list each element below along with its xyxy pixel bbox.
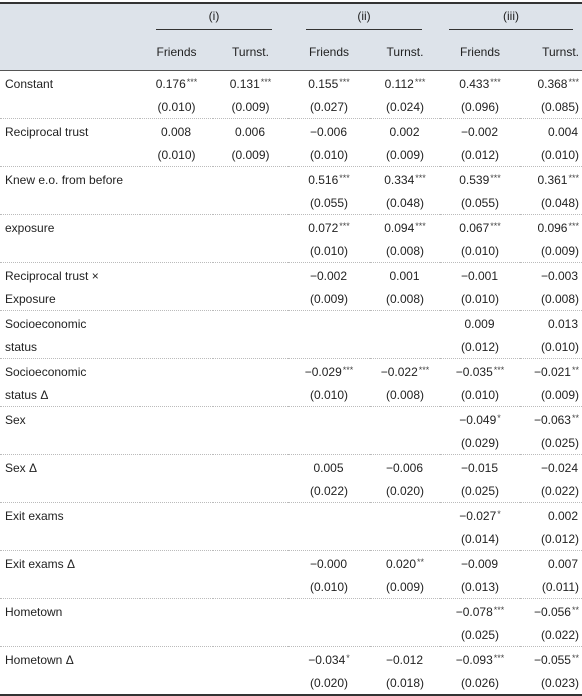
header-corner [0,3,140,34]
coefficient-cell [213,359,288,384]
standard-error-cell [213,191,288,215]
table-row-se [0,575,582,599]
standard-error-cell: (0.020) [370,479,440,503]
standard-error-cell: (0.010) [520,335,582,359]
table-row [0,215,582,240]
row-label-continued [0,239,140,263]
row-label-continued: status Δ [0,383,140,407]
standard-error-cell: (0.008) [370,383,440,407]
coefficient-value: −0.024 [540,460,578,475]
table-row [0,599,582,624]
coefficient-value: 0.067 [459,220,490,235]
group-header-ii: (ii) [288,3,440,34]
coefficient-value: 0.155 [308,76,339,91]
table-row-se [0,623,582,647]
coefficient-cell [520,551,582,576]
standard-error-cell [140,239,213,263]
coefficient-cell [288,599,370,624]
standard-error-cell: (0.008) [370,239,440,263]
significance-stars: *** [414,76,426,87]
row-label: Socioeconomic [5,316,87,331]
standard-error-cell: (0.009) [288,287,370,311]
standard-error-cell: (0.022) [520,479,582,503]
standard-error-cell [213,479,288,503]
coefficient-cell [213,263,288,288]
standard-error-cell: (0.010) [140,95,213,119]
coefficient-cell [440,503,520,528]
standard-error-cell: (0.009) [520,383,582,407]
standard-error-cell: (0.096) [440,95,520,119]
standard-error-cell: (0.012) [440,143,520,167]
standard-error-cell: (0.025) [520,431,582,455]
coefficient-cell [213,71,288,96]
coefficient-cell [288,455,370,480]
group-header-i: (i) [140,3,288,34]
table-row-se [0,479,582,503]
significance-stars: *** [568,76,579,87]
standard-error-cell [140,671,213,695]
row-label: Constant [5,76,54,91]
coefficient-value: 0.002 [389,124,420,139]
standard-error-cell: (0.048) [520,191,582,215]
row-label: Sex Δ [5,460,38,475]
coefficient-cell [288,503,370,528]
significance-stars: *** [339,172,350,183]
standard-error-cell [288,431,370,455]
table-header [0,3,582,71]
table-row [0,503,582,528]
standard-error-cell: (0.010) [440,287,520,311]
coefficient-cell [140,167,213,192]
coefficient-cell [370,311,440,336]
coefficient-cell [520,599,582,624]
coefficient-cell [440,215,520,240]
standard-error-cell: (0.012) [440,335,520,359]
standard-error-cell [140,527,213,551]
coefficient-cell [370,599,440,624]
standard-error-cell: (0.010) [440,239,520,263]
coefficient-cell [370,167,440,192]
coefficient-cell [288,647,370,672]
coefficient-value: 0.001 [389,268,420,283]
coefficient-value: 0.176 [155,76,186,91]
standard-error-cell: (0.010) [520,143,582,167]
standard-error-cell [288,623,370,647]
significance-stars: *** [342,364,354,375]
coefficient-value: 0.020 [385,556,416,571]
coefficient-cell [288,215,370,240]
coefficient-cell [370,71,440,96]
coefficient-value: −0.002 [460,124,499,139]
coefficient-cell [288,359,370,384]
significance-stars: * [346,652,350,663]
row-label-continued [0,143,140,167]
standard-error-cell [140,191,213,215]
coefficient-cell [440,71,520,96]
significance-stars: *** [260,76,272,87]
standard-error-cell: (0.010) [140,143,213,167]
significance-stars: *** [568,220,579,231]
standard-error-cell [288,335,370,359]
coefficient-value: −0.027 [459,508,497,523]
coefficient-cell [213,599,288,624]
coefficient-cell [213,119,288,144]
standard-error-cell [213,671,288,695]
coefficient-cell [288,551,370,576]
group-header-iii: (iii) [440,3,582,34]
significance-stars: ** [571,364,579,375]
standard-error-cell: (0.010) [288,575,370,599]
standard-error-cell: (0.029) [440,431,520,455]
table-row-se [0,95,582,119]
significance-stars: *** [418,364,430,375]
significance-stars: ** [571,604,579,615]
significance-stars: *** [493,364,505,375]
standard-error-cell: (0.025) [440,623,520,647]
coefficient-value: 0.013 [547,316,578,331]
coefficient-cell [288,407,370,432]
coefficient-cell [520,119,582,144]
standard-error-cell [140,335,213,359]
coefficient-value: 0.072 [308,220,339,235]
coefficient-cell [520,503,582,528]
standard-error-cell [140,623,213,647]
coefficient-cell [140,71,213,96]
coefficient-value: 0.006 [234,124,266,139]
coefficient-cell [370,119,440,144]
table-row-se [0,191,582,215]
standard-error-cell: (0.008) [520,287,582,311]
coefficient-cell [140,119,213,144]
coefficient-cell [370,503,440,528]
standard-error-cell: (0.009) [213,143,288,167]
significance-stars: * [497,508,501,519]
standard-error-cell [213,383,288,407]
column-header: Turnst. [520,34,582,71]
standard-error-cell: (0.055) [288,191,370,215]
coefficient-value: −0.078 [455,604,493,619]
coefficient-cell [440,119,520,144]
row-label: exposure [5,220,55,235]
standard-error-cell: (0.027) [288,95,370,119]
coefficient-value: −0.029 [304,364,342,379]
coefficient-cell [213,455,288,480]
coefficient-cell [213,503,288,528]
coefficient-cell [440,167,520,192]
coefficient-cell [440,599,520,624]
coefficient-cell [520,359,582,384]
standard-error-cell: (0.012) [520,527,582,551]
coefficient-cell [440,551,520,576]
coefficient-value: −0.034 [308,652,346,667]
table-row-se [0,239,582,263]
coefficient-cell [288,167,370,192]
standard-error-cell: (0.085) [520,95,582,119]
standard-error-cell: (0.010) [288,143,370,167]
standard-error-cell: (0.014) [440,527,520,551]
coefficient-value: −0.015 [460,460,499,475]
table-body [0,71,582,696]
table-row [0,71,582,96]
coefficient-cell [440,647,520,672]
row-label: Exit exams [5,508,64,523]
significance-stars: *** [186,76,198,87]
column-header: Friends [440,34,520,71]
coefficient-value: −0.049 [459,412,497,427]
standard-error-cell: (0.023) [520,671,582,695]
row-label: Hometown [5,604,63,619]
standard-error-cell: (0.010) [288,239,370,263]
table-row [0,167,582,192]
coefficient-cell [370,359,440,384]
row-label-continued [0,191,140,215]
coefficient-cell [440,455,520,480]
coefficient-cell [370,215,440,240]
coefficient-cell [140,503,213,528]
standard-error-cell [370,431,440,455]
standard-error-cell [213,287,288,311]
coefficient-value: 0.004 [547,124,578,139]
row-label: Reciprocal trust × [5,268,99,283]
coefficient-value: 0.131 [229,76,260,91]
table-row [0,455,582,480]
significance-stars: ** [417,556,425,567]
coefficient-value: −0.055 [533,652,571,667]
standard-error-cell: (0.055) [440,191,520,215]
column-header: Turnst. [213,34,288,71]
standard-error-cell [140,479,213,503]
standard-error-cell: (0.010) [288,383,370,407]
row-label-continued [0,623,140,647]
coefficient-value: 0.361 [537,172,568,187]
coefficient-cell [520,311,582,336]
coefficient-value: 0.009 [464,316,495,331]
table-row [0,119,582,144]
coefficient-value: −0.003 [540,268,578,283]
row-label-continued [0,671,140,695]
coefficient-cell [140,359,213,384]
coefficient-value: −0.021 [533,364,571,379]
row-label: Knew e.o. from before [5,172,124,187]
table-row-se [0,143,582,167]
standard-error-cell: (0.025) [440,479,520,503]
coefficient-cell [288,71,370,96]
coefficient-cell [440,311,520,336]
column-header: Friends [140,34,213,71]
coefficient-cell [288,119,370,144]
table-row [0,311,582,336]
significance-stars: *** [339,76,350,87]
table-row-se [0,431,582,455]
significance-stars: *** [339,220,350,231]
significance-stars: *** [490,172,501,183]
column-header: Turnst. [370,34,440,71]
table-row-se [0,335,582,359]
coefficient-cell [520,455,582,480]
regression-table [0,2,582,696]
standard-error-cell: (0.048) [370,191,440,215]
coefficient-cell [213,647,288,672]
coefficient-cell [440,263,520,288]
coefficient-cell [520,647,582,672]
coefficient-value: −0.063 [533,412,571,427]
row-label-continued: Exposure [0,287,140,311]
coefficient-value: −0.001 [460,268,499,283]
coefficient-value: 0.096 [537,220,568,235]
coefficient-cell [140,455,213,480]
coefficient-value: −0.006 [385,460,424,475]
coefficient-cell [140,599,213,624]
coefficient-value: 0.334 [384,172,415,187]
standard-error-cell: (0.009) [370,575,440,599]
coefficient-cell [140,551,213,576]
coefficient-cell [370,455,440,480]
coefficient-cell [140,647,213,672]
standard-error-cell: (0.009) [520,239,582,263]
table-row [0,263,582,288]
row-label-continued [0,479,140,503]
row-label-continued [0,431,140,455]
row-label: Socioeconomic [5,364,87,379]
standard-error-cell: (0.008) [370,287,440,311]
table-row [0,407,582,432]
table-row-se [0,527,582,551]
coefficient-value: 0.008 [160,124,192,139]
standard-error-cell [370,623,440,647]
standard-error-cell: (0.026) [440,671,520,695]
coefficient-value: −0.002 [309,268,348,283]
significance-stars: *** [568,172,579,183]
significance-stars: * [497,412,501,423]
standard-error-cell: (0.020) [288,671,370,695]
significance-stars: *** [493,652,505,663]
significance-stars: ** [571,412,579,423]
standard-error-cell: (0.018) [370,671,440,695]
table-row [0,647,582,672]
coefficient-cell [213,407,288,432]
coefficient-value: −0.093 [455,652,493,667]
coefficient-value: 0.368 [537,76,568,91]
row-label: Hometown Δ [5,652,74,667]
coefficient-cell [520,407,582,432]
standard-error-cell [213,527,288,551]
standard-error-cell [288,527,370,551]
table-row-se [0,671,582,695]
coefficient-cell [288,263,370,288]
coefficient-cell [140,263,213,288]
coefficient-value: 0.112 [384,76,414,91]
coefficient-cell [520,263,582,288]
coefficient-cell [213,551,288,576]
significance-stars: *** [490,76,501,87]
row-label-continued [0,527,140,551]
standard-error-cell [370,335,440,359]
coefficient-value: −0.022 [380,364,418,379]
coefficient-value: −0.000 [309,556,348,571]
coefficient-cell [288,311,370,336]
coefficient-cell [440,407,520,432]
coefficient-cell [440,359,520,384]
standard-error-cell: (0.010) [440,383,520,407]
standard-error-cell [213,239,288,263]
standard-error-cell: (0.009) [370,143,440,167]
standard-error-cell [140,287,213,311]
coefficient-value: 0.007 [547,556,578,571]
coefficient-value: −0.012 [385,652,424,667]
coefficient-cell [370,551,440,576]
coefficient-value: −0.006 [309,124,348,139]
standard-error-cell [370,527,440,551]
standard-error-cell: (0.009) [213,95,288,119]
standard-error-cell: (0.011) [520,575,582,599]
row-label-continued: status [0,335,140,359]
coefficient-value: 0.002 [547,508,578,523]
significance-stars: *** [415,220,426,231]
standard-error-cell: (0.024) [370,95,440,119]
row-label-continued [0,95,140,119]
standard-error-cell [213,623,288,647]
standard-error-cell: (0.022) [520,623,582,647]
standard-error-cell [140,383,213,407]
coefficient-value: −0.056 [533,604,571,619]
significance-stars: *** [493,604,505,615]
significance-stars: ** [571,652,579,663]
coefficient-cell [520,167,582,192]
table-row-se [0,383,582,407]
standard-error-cell [140,431,213,455]
coefficient-cell [370,263,440,288]
significance-stars: *** [415,172,426,183]
significance-stars: *** [490,220,501,231]
row-label: Reciprocal trust [5,124,89,139]
table-row-se [0,287,582,311]
coefficient-value: 0.433 [459,76,490,91]
coefficient-cell [213,215,288,240]
header-corner-bottom [0,34,140,71]
coefficient-cell [520,71,582,96]
column-header: Friends [288,34,370,71]
table-row [0,359,582,384]
coefficient-cell [520,215,582,240]
standard-error-cell: (0.013) [440,575,520,599]
coefficient-cell [140,407,213,432]
table-row [0,551,582,576]
coefficient-cell [213,311,288,336]
standard-error-cell [213,335,288,359]
coefficient-value: −0.035 [455,364,493,379]
coefficient-value: 0.516 [308,172,339,187]
standard-error-cell [140,575,213,599]
row-label: Exit exams Δ [5,556,76,571]
standard-error-cell [213,431,288,455]
coefficient-cell [370,647,440,672]
coefficient-cell [213,167,288,192]
standard-error-cell: (0.022) [288,479,370,503]
coefficient-cell [140,215,213,240]
row-label-continued [0,575,140,599]
coefficient-value: 0.539 [459,172,490,187]
standard-error-cell [213,575,288,599]
coefficient-value: 0.094 [384,220,415,235]
coefficient-value: 0.005 [313,460,344,475]
row-label: Sex [5,412,26,427]
coefficient-cell [140,311,213,336]
coefficient-value: −0.009 [460,556,499,571]
coefficient-cell [370,407,440,432]
